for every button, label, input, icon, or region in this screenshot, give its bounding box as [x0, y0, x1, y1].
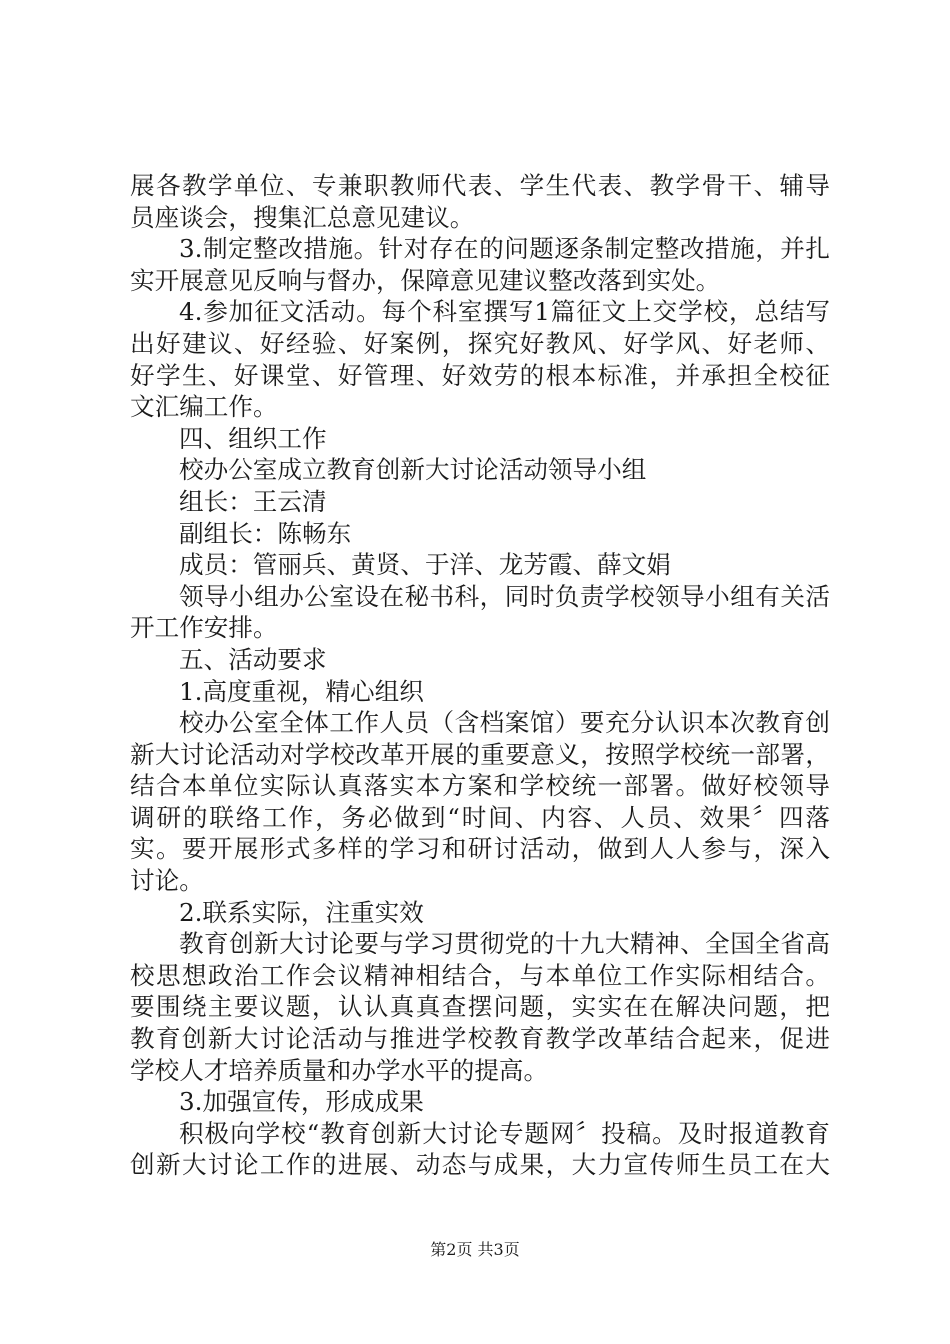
text-line: 教育创新大讨论要与学习贯彻党的十九大精神、全国全省高 [179, 929, 830, 959]
text-line: 3.制定整改措施。针对存在的问题逐条制定整改措施，并扎 [179, 234, 830, 264]
section-heading: 四、组织工作 [179, 423, 327, 453]
text-line: 实开展意见反响与督办，保障意见建议整改落到实处。 [130, 265, 721, 295]
subsection-heading: 3.加强宣传，形成成果 [179, 1087, 424, 1117]
text-line: 讨论。 [130, 866, 204, 896]
text-line: 开工作安排。 [130, 613, 278, 643]
document-body [130, 170, 830, 1181]
text-line: 创新大讨论工作的进展、动态与成果，大力宣传师生员工在大 [130, 1150, 830, 1180]
section-heading: 五、活动要求 [179, 644, 327, 674]
text-line: 副组长：陈畅东 [179, 518, 352, 548]
text-line: 4.参加征文活动。每个科室撰写1篇征文上交学校，总结写 [179, 297, 830, 327]
text-line: 积极向学校“教育创新大讨论专题网〞投稿。及时报道教育 [179, 1118, 830, 1148]
text-line: 展各教学单位、专兼职教师代表、学生代表、教学骨干、辅导 [130, 171, 830, 200]
text-line: 员座谈会，搜集汇总意见建议。 [130, 202, 475, 232]
subsection-heading: 1.高度重视，精心组织 [179, 676, 424, 706]
text-line: 教育创新大讨论活动与推进学校教育教学改革结合起来，促进 [130, 1024, 830, 1054]
text-line: 要围绕主要议题，认认真真查摆问题，实实在在解决问题，把 [130, 992, 830, 1022]
page-number-footer: 第2页 共3页 [430, 1240, 520, 1259]
text-line: 实。要开展形式多样的学习和研讨活动，做到人人参与，深入 [130, 834, 830, 864]
text-line: 调研的联络工作，务必做到“时间、内容、人员、效果〞四落 [130, 802, 830, 832]
text-line: 学校人才培养质量和办学水平的提高。 [130, 1055, 549, 1085]
text-line: 新大讨论活动对学校改革开展的重要意义，按照学校统一部署， [130, 739, 830, 769]
text-line: 校思想政治工作会议精神相结合，与本单位工作实际相结合。 [130, 960, 830, 990]
text-line: 结合本单位实际认真落实本方案和学校统一部署。做好校领导 [130, 771, 830, 801]
text-line: 校办公室成立教育创新大讨论活动领导小组 [179, 455, 647, 485]
text-line: 出好建议、好经验、好案例，探究好教风、好学风、好老师、 [130, 328, 830, 358]
subsection-heading: 2.联系实际，注重实效 [179, 897, 424, 927]
text-line: 组长：王云清 [179, 486, 327, 516]
text-line: 好学生、好课堂、好管理、好效劳的根本标准，并承担全校征 [130, 360, 830, 390]
text-line: 成员：管丽兵、黄贤、于洋、龙芳霞、薛文娟 [179, 550, 671, 580]
text-line: 领导小组办公室设在秘书科，同时负责学校领导小组有关活 [179, 581, 830, 611]
text-line: 文汇编工作。 [130, 392, 278, 422]
text-line: 校办公室全体工作人员（含档案馆）要充分认识本次教育创 [179, 708, 830, 738]
